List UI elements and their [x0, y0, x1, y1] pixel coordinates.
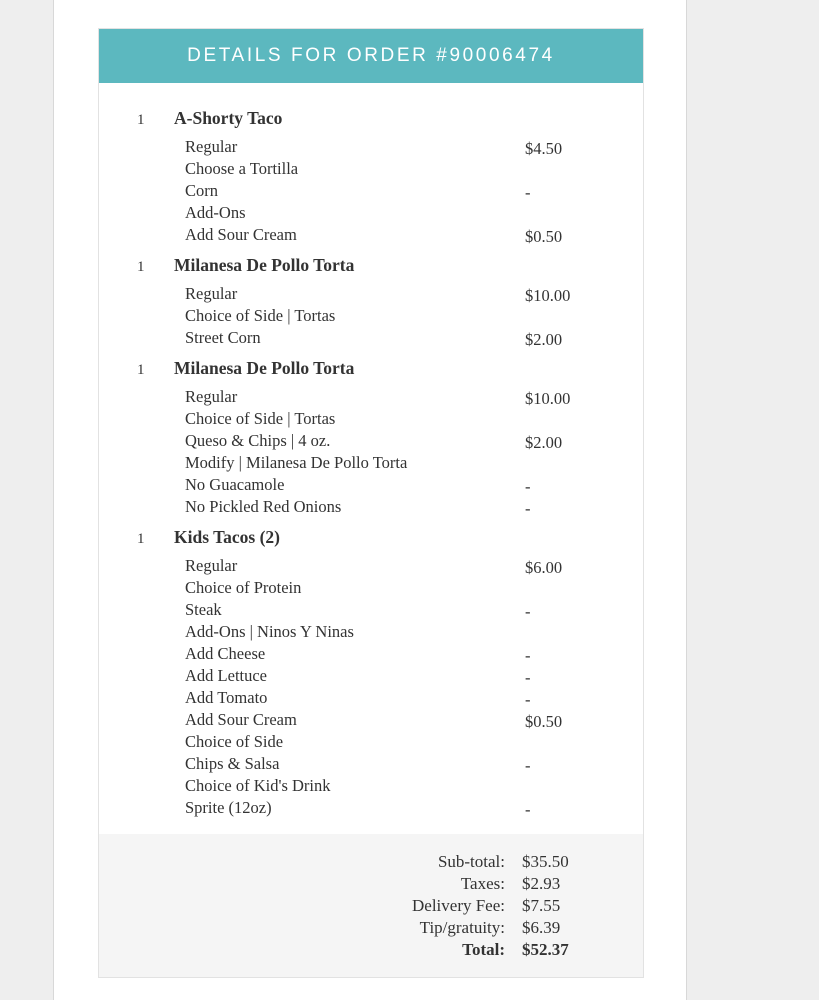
totals-value: $2.93	[522, 874, 561, 893]
option-label: Queso & Chips | 4 oz.	[185, 431, 331, 450]
totals-row	[99, 896, 643, 918]
item-option-row	[99, 621, 643, 643]
item-option-row	[99, 555, 643, 577]
option-price: -	[525, 602, 531, 621]
order-item-header	[99, 254, 643, 283]
option-price: -	[525, 646, 531, 665]
item-option-row	[99, 224, 643, 246]
option-label: Add Sour Cream	[185, 225, 297, 244]
option-price: -	[525, 756, 531, 775]
option-price: $10.00	[525, 389, 571, 408]
item-option-row	[99, 665, 643, 687]
item-option-row	[99, 158, 643, 180]
order-title: DETAILS FOR ORDER #90006474	[187, 45, 555, 66]
totals-value: $35.50	[522, 852, 569, 871]
totals-value: $6.39	[522, 918, 561, 937]
item-quantity: 1	[137, 531, 145, 547]
totals-label: Delivery Fee:	[412, 896, 505, 915]
item-quantity: 1	[137, 259, 145, 275]
item-option-row	[99, 136, 643, 158]
totals-value: $52.37	[522, 940, 569, 959]
option-price: $0.50	[525, 227, 563, 246]
option-label: Add Lettuce	[185, 666, 268, 685]
item-name: Milanesa De Pollo Torta	[174, 358, 355, 378]
item-option-row	[99, 709, 643, 731]
totals-row	[99, 874, 643, 896]
option-label: Chips & Salsa	[185, 754, 280, 773]
item-option-row	[99, 599, 643, 621]
order-item-header	[99, 526, 643, 555]
item-quantity: 1	[137, 362, 145, 378]
option-label: Add-Ons | Ninos Y Ninas	[185, 622, 354, 641]
item-option-row	[99, 283, 643, 305]
totals-label: Total:	[462, 940, 505, 959]
item-name: A-Shorty Taco	[174, 108, 283, 128]
option-label: Add-Ons	[185, 203, 246, 222]
item-name: Milanesa De Pollo Torta	[174, 255, 355, 275]
option-label: Add Cheese	[185, 644, 266, 663]
option-label: Corn	[185, 181, 218, 200]
option-label: Choice of Protein	[185, 578, 302, 597]
item-option-row	[99, 643, 643, 665]
item-option-row	[99, 180, 643, 202]
option-label: Street Corn	[185, 328, 261, 347]
order-item	[99, 107, 643, 254]
option-price: -	[525, 668, 531, 687]
item-option-row	[99, 202, 643, 224]
totals-value: $7.55	[522, 896, 561, 915]
option-label: Choice of Side	[185, 732, 284, 751]
option-price: -	[525, 690, 531, 709]
option-label: Choice of Kid's Drink	[185, 776, 331, 795]
option-price: $4.50	[525, 139, 563, 158]
option-label: Regular	[185, 137, 238, 156]
option-label: Modify | Milanesa De Pollo Torta	[185, 453, 408, 472]
totals-row	[99, 918, 643, 940]
option-label: Add Tomato	[185, 688, 268, 707]
page-sheet	[53, 0, 687, 1000]
totals-label: Tip/gratuity:	[419, 918, 505, 937]
totals-label: Taxes:	[460, 874, 505, 893]
order-item-header	[99, 107, 643, 136]
item-option-row	[99, 731, 643, 753]
totals-label: Sub-total:	[437, 852, 505, 871]
option-label: Regular	[185, 387, 238, 406]
item-option-row	[99, 577, 643, 599]
option-price: $6.00	[525, 558, 563, 577]
option-label: Regular	[185, 284, 238, 303]
option-price: $0.50	[525, 712, 563, 731]
order-item	[99, 357, 643, 526]
total-row	[99, 940, 643, 962]
option-price: -	[525, 183, 531, 202]
option-label: Steak	[185, 600, 222, 619]
option-price: -	[525, 499, 531, 518]
order-item-header	[99, 357, 643, 386]
item-name: Kids Tacos (2)	[174, 527, 280, 547]
item-option-row	[99, 687, 643, 709]
item-option-row	[99, 327, 643, 349]
option-price: $2.00	[525, 433, 563, 452]
option-price: $10.00	[525, 286, 571, 305]
option-price: -	[525, 800, 531, 819]
option-label: Sprite (12oz)	[185, 798, 272, 817]
item-option-row	[99, 753, 643, 775]
option-label: Add Sour Cream	[185, 710, 297, 729]
item-option-row	[99, 775, 643, 797]
item-option-row	[99, 430, 643, 452]
item-option-row	[99, 452, 643, 474]
option-label: No Guacamole	[185, 475, 285, 494]
item-option-row	[99, 386, 643, 408]
order-details-card	[98, 28, 644, 978]
item-option-row	[99, 408, 643, 430]
item-option-row	[99, 474, 643, 496]
order-item	[99, 254, 643, 357]
option-label: Choose a Tortilla	[185, 159, 299, 178]
order-items-list	[99, 83, 643, 827]
option-price: $2.00	[525, 330, 563, 349]
item-option-row	[99, 496, 643, 518]
item-option-row	[99, 305, 643, 327]
option-label: Choice of Side | Tortas	[185, 409, 336, 428]
option-label: Choice of Side | Tortas	[185, 306, 336, 325]
option-price: -	[525, 477, 531, 496]
item-option-row	[99, 797, 643, 819]
option-label: No Pickled Red Onions	[185, 497, 342, 516]
option-label: Regular	[185, 556, 238, 575]
totals-row	[99, 852, 643, 874]
order-header	[99, 29, 643, 83]
order-item	[99, 526, 643, 827]
order-totals	[99, 834, 643, 977]
item-quantity: 1	[137, 112, 145, 128]
